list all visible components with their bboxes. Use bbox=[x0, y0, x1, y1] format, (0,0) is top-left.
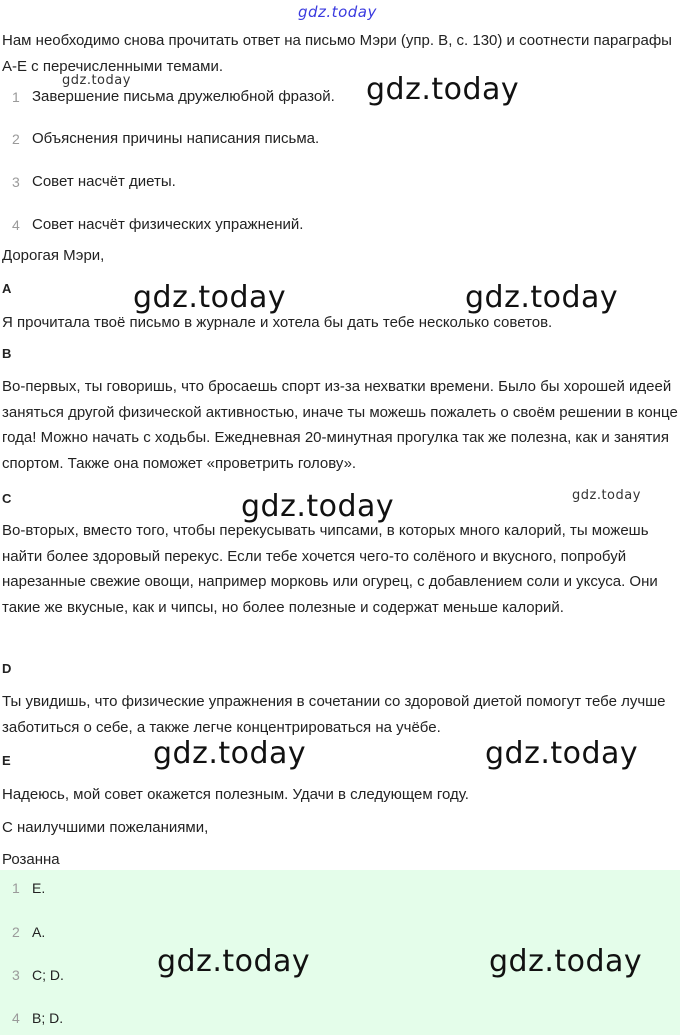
list-number: 3 bbox=[12, 174, 20, 190]
section-label: A bbox=[2, 281, 12, 296]
section-text: Я прочитала твоё письмо в журнале и хотела бы дать тебе несколько советов. bbox=[2, 314, 553, 331]
watermark-large: gdz.today bbox=[133, 280, 287, 315]
answer-item bbox=[0, 876, 680, 900]
answer-number: 3 bbox=[12, 967, 20, 983]
answer-text: C; D. bbox=[32, 967, 64, 983]
answer-text: A. bbox=[32, 924, 46, 940]
list-item bbox=[0, 213, 680, 237]
list-text: Объяснения причины написания письма. bbox=[32, 130, 320, 147]
answer-number: 1 bbox=[12, 880, 20, 896]
section-label: B bbox=[2, 346, 12, 361]
answer-text: E. bbox=[32, 880, 46, 896]
section-label: C bbox=[2, 491, 12, 506]
section-text: Во-первых, ты говоришь, что бросаешь спорт из-за нехватки времени. Было бы хорошей идеей заняться другой физической активностью, иначе ты можешь пожалеть о своём решении в конце года! Можно начать с ходьбы. Ежедневная 20-минутная прогулка так же полезна, как и занятия спортом. Также она поможет «проветрить голову». bbox=[2, 378, 678, 472]
list-text: Совет насчёт диеты. bbox=[32, 173, 176, 190]
watermark-large: gdz.today bbox=[366, 72, 520, 107]
letter-signature: Розанна bbox=[2, 851, 60, 868]
list-number: 1 bbox=[12, 89, 20, 105]
section-text: Во-вторых, вместо того, чтобы перекусывать чипсами, в которых много калорий, ты можешь найти более здоровый перекус. Если тебе хочется чего-то солёного и вкусного, попробуй нарезанные свежие овощи, например морковь или огурец, с добавлением соли и уксуса. Они такие же вкусные, как и чипсы, но более полезные и содержат меньше калорий. bbox=[2, 522, 658, 616]
answer-number: 2 bbox=[12, 924, 20, 940]
watermark-large: gdz.today bbox=[465, 280, 619, 315]
watermark-large: gdz.today bbox=[241, 489, 395, 524]
answer-item bbox=[0, 1006, 680, 1030]
list-text: Завершение письма дружелюбной фразой. bbox=[32, 88, 335, 105]
list-item bbox=[0, 85, 680, 109]
list-number: 2 bbox=[12, 131, 20, 147]
answer-text: B; D. bbox=[32, 1010, 64, 1026]
watermark-large: gdz.today bbox=[485, 736, 639, 771]
letter-greeting: Дорогая Мэри, bbox=[2, 247, 105, 264]
watermark-large: gdz.today bbox=[153, 736, 307, 771]
watermark-small: gdz.today bbox=[62, 73, 131, 88]
answers-panel bbox=[0, 870, 680, 1035]
watermark-large: gdz.today bbox=[157, 944, 311, 979]
list-item bbox=[0, 127, 680, 151]
watermark-small: gdz.today bbox=[572, 488, 641, 503]
answer-item bbox=[0, 920, 680, 944]
list-text: Совет насчёт физических упражнений. bbox=[32, 216, 304, 233]
answer-number: 4 bbox=[12, 1010, 20, 1026]
list-item bbox=[0, 170, 680, 194]
section-label: E bbox=[2, 753, 11, 768]
section-text: Надеюсь, мой совет окажется полезным. Удачи в следующем году. bbox=[2, 786, 469, 803]
list-number: 4 bbox=[12, 217, 20, 233]
watermark-top: gdz.today bbox=[298, 3, 377, 21]
task-intro: Нам необходимо снова прочитать ответ на письмо Мэри (упр. B, с. 130) и соотнести параграфы A-E с перечисленными темами. bbox=[2, 32, 672, 75]
letter-closing: С наилучшими пожеланиями, bbox=[2, 819, 209, 836]
section-label: D bbox=[2, 661, 12, 676]
watermark-large: gdz.today bbox=[489, 944, 643, 979]
section-text: Ты увидишь, что физические упражнения в сочетании со здоровой диетой помогут тебе лучше заботиться о себе, а также легче концентрироваться на учёбе. bbox=[2, 693, 666, 736]
